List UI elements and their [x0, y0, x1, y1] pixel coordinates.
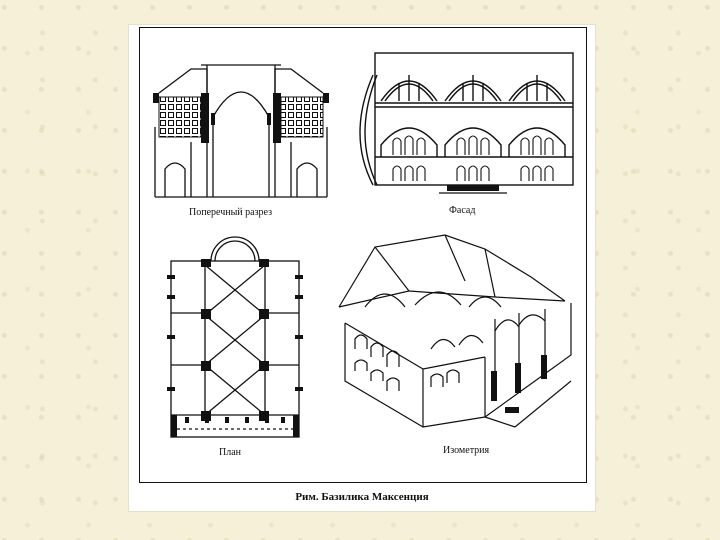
plan-drawing [165, 235, 305, 443]
isometry-drawing [335, 231, 585, 441]
caption-plan: План [219, 447, 242, 458]
caption-section: Поперечный разрез [189, 207, 273, 218]
caption-facade: Фасад [449, 205, 476, 216]
cross-section-drawing [151, 47, 331, 207]
caption-isometry: Изометрия [443, 445, 490, 456]
facade-drawing [351, 45, 581, 215]
page-title: Рим. Базилика Максенция [295, 491, 429, 503]
drawing-sheet [128, 24, 596, 512]
